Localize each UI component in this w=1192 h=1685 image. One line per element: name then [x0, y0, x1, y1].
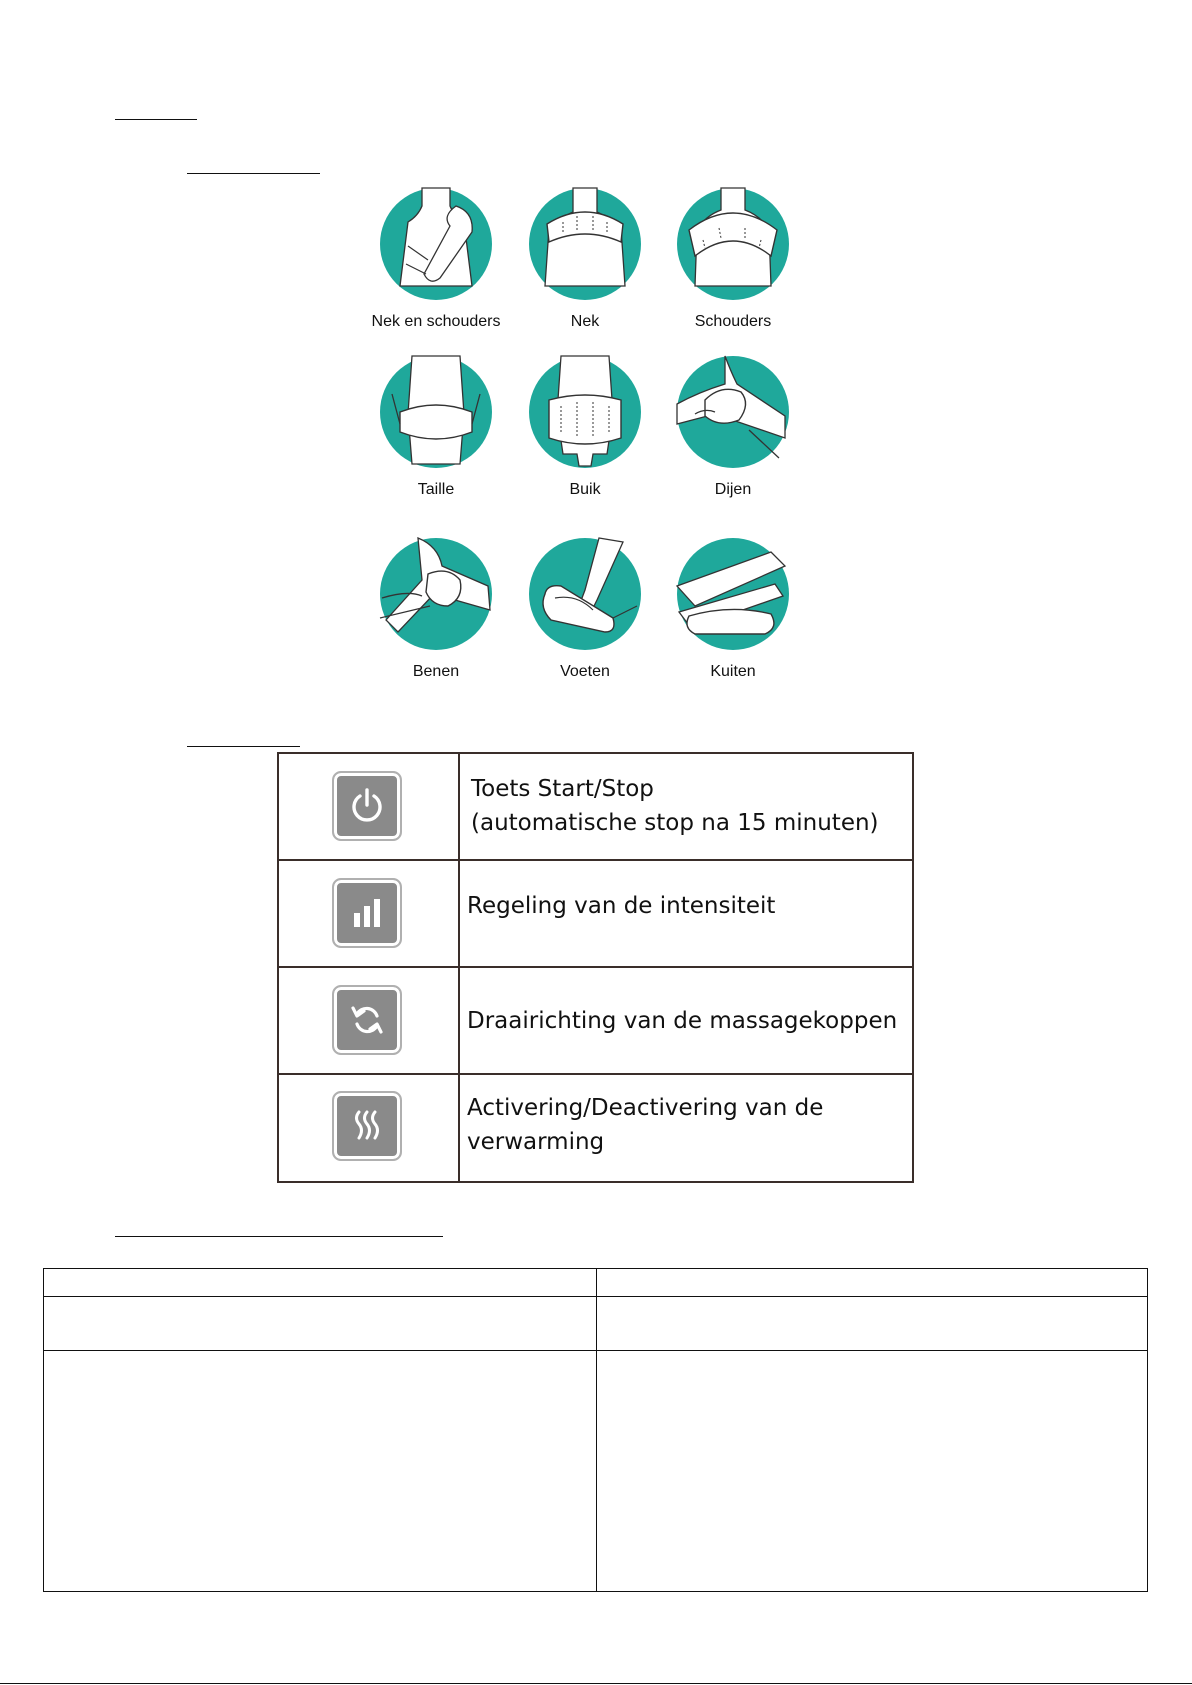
power-button[interactable]: [332, 771, 402, 841]
table-cell: [597, 1351, 1147, 1591]
rotation-icon: [349, 1002, 385, 1038]
control-description: [467, 1091, 898, 1159]
zone-label: Dijen: [714, 481, 752, 498]
zone-neck: [505, 186, 665, 332]
control-icon-cell: [279, 861, 460, 966]
zone-label: Kuiten: [710, 663, 756, 680]
waist-icon: [378, 354, 494, 470]
heading-underline-4: [115, 1236, 443, 1237]
zone-belly: [505, 354, 665, 500]
controls-table: [277, 752, 914, 1183]
control-description: [467, 889, 898, 923]
table-cell: [44, 1351, 597, 1591]
table-cell: [44, 1297, 597, 1351]
heading-underline-3: [187, 746, 300, 747]
control-text-line: Regeling van de intensiteit: [467, 893, 776, 919]
rotation-button[interactable]: [332, 985, 402, 1055]
zone-label: Nek: [570, 313, 600, 330]
zone-label: Nek en schouders: [371, 313, 501, 330]
control-row-power: [279, 754, 912, 861]
control-icon-cell: [279, 1075, 460, 1181]
control-row-heat: [279, 1075, 912, 1181]
zone-waist: [356, 354, 516, 500]
heat-icon: [349, 1108, 385, 1144]
intensity-bars-icon: [349, 895, 385, 931]
control-description: [467, 1004, 898, 1038]
zone-calves: [653, 536, 813, 682]
control-text-line: (automatische stop na 15 minuten): [471, 810, 879, 836]
zone-legs: [356, 536, 516, 682]
zone-label: Benen: [412, 663, 460, 680]
zone-shoulders: [653, 186, 813, 332]
zone-feet: [505, 536, 665, 682]
zone-thighs: [653, 354, 813, 500]
control-icon-cell: [279, 968, 460, 1073]
shoulders-icon: [675, 186, 791, 302]
control-text-line: Toets Start/Stop: [471, 776, 654, 802]
control-text-line: Draairichting van de massagekoppen: [467, 1008, 898, 1034]
table-cell: [44, 1269, 597, 1297]
zone-neck-and-shoulders: [356, 186, 516, 332]
control-description: [471, 772, 898, 840]
control-text-line: Activering/Deactivering van de: [467, 1095, 824, 1121]
footer-rule: [0, 1683, 1192, 1684]
legs-icon: [378, 536, 494, 652]
control-text-line: verwarming: [467, 1129, 605, 1155]
calves-icon: [675, 536, 791, 652]
control-row-rotation: [279, 968, 912, 1075]
control-row-intensity: [279, 861, 912, 968]
heat-button[interactable]: [332, 1091, 402, 1161]
zone-label: Taille: [417, 481, 455, 498]
heading-underline-2: [187, 173, 320, 174]
control-icon-cell: [279, 754, 460, 859]
empty-table: [43, 1268, 1148, 1592]
zone-label: Voeten: [560, 663, 610, 680]
neck-and-shoulders-icon: [378, 186, 494, 302]
table-cell: [597, 1297, 1147, 1351]
belly-icon: [527, 354, 643, 470]
zone-label: Buik: [569, 481, 601, 498]
intensity-button[interactable]: [332, 878, 402, 948]
thighs-icon: [675, 354, 791, 470]
table-cell: [597, 1269, 1147, 1297]
neck-icon: [527, 186, 643, 302]
heading-underline-1: [115, 119, 197, 120]
zone-label: Schouders: [694, 313, 772, 330]
power-icon: [349, 788, 385, 824]
feet-icon: [527, 536, 643, 652]
